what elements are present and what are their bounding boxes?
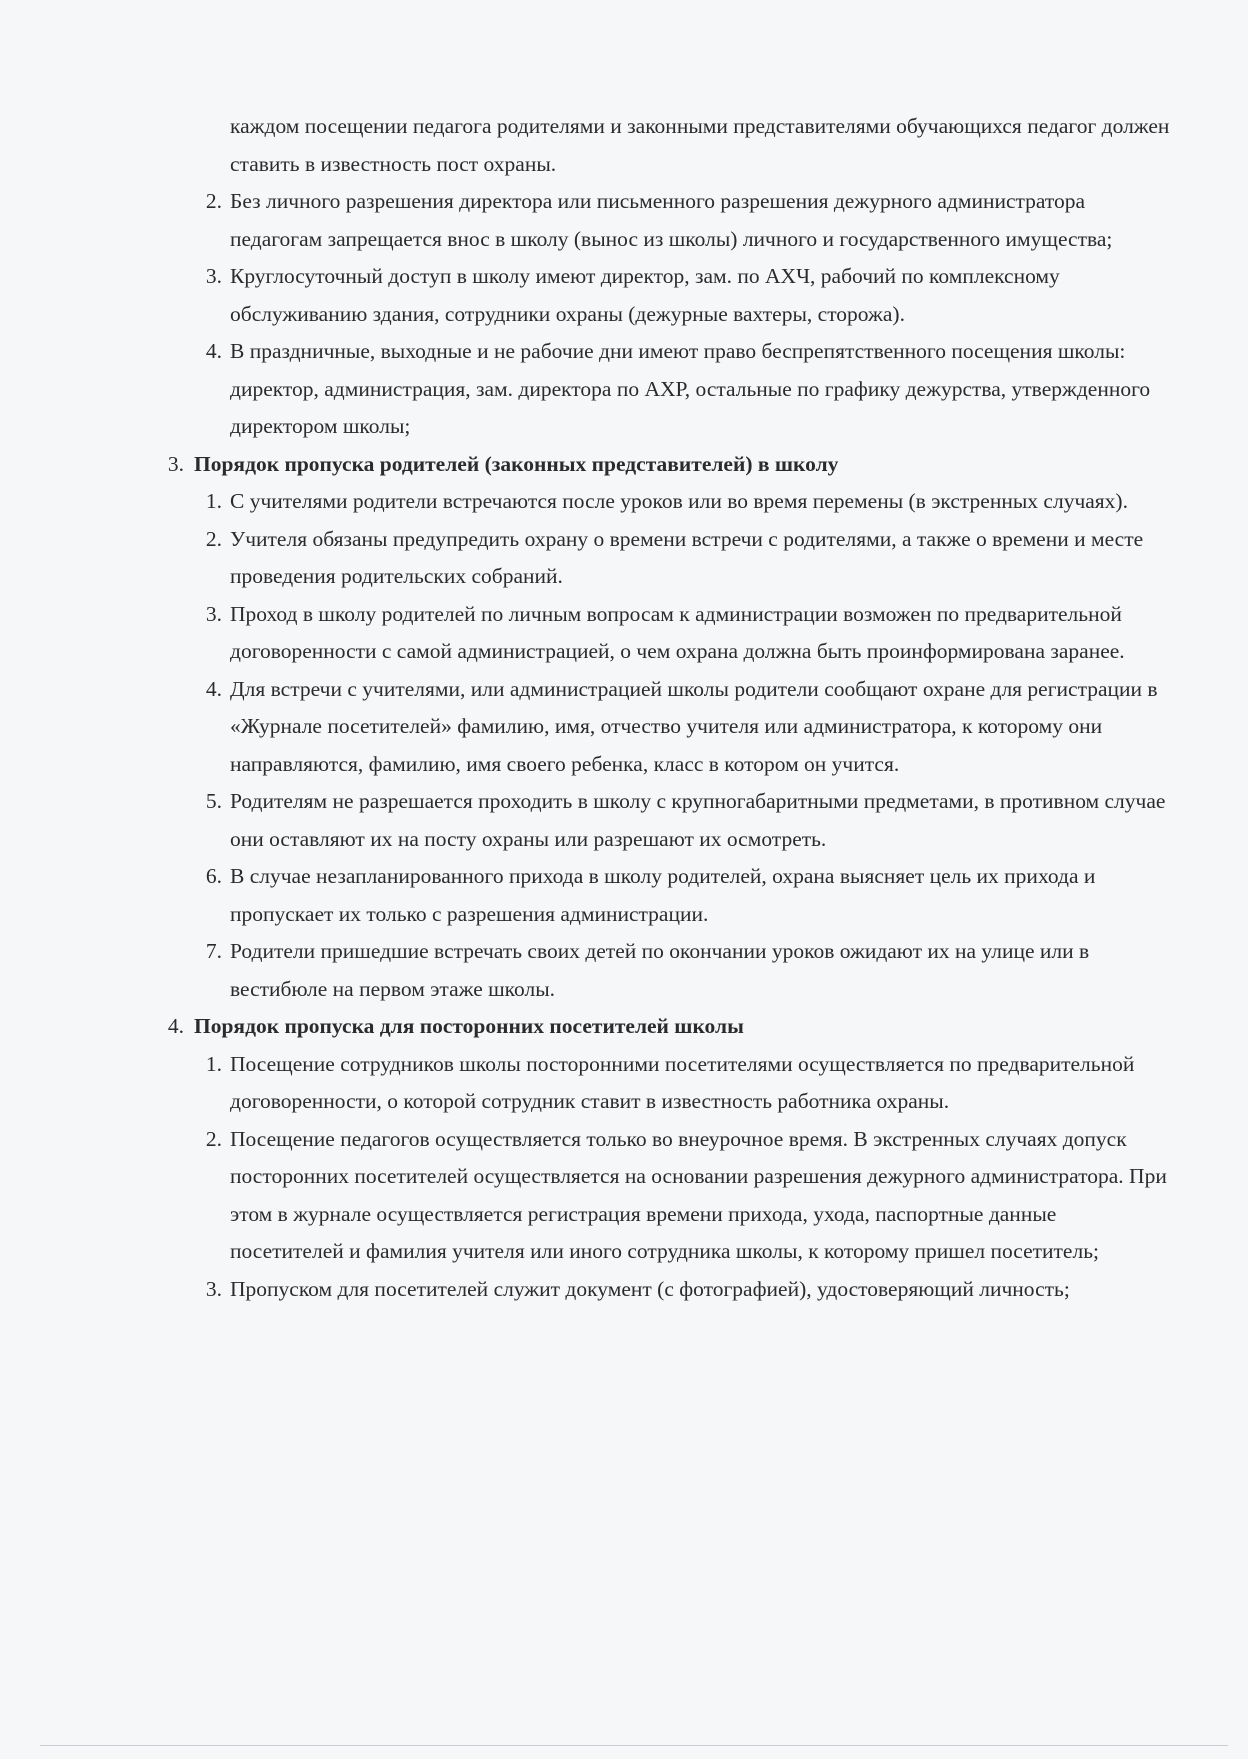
list-item — [205, 258, 1175, 333]
list-number: 4. — [205, 676, 222, 701]
list-item — [205, 1046, 1175, 1121]
list-text: С учителями родители встречаются после уроков или во время перемены (в экстренных случаях). — [230, 489, 1128, 513]
list-item — [205, 596, 1175, 671]
list-item — [205, 521, 1175, 596]
list-number: 3. — [205, 264, 222, 288]
list-number: 3. — [205, 601, 222, 626]
section-number: 3. — [167, 451, 184, 476]
intro-paragraph: каждом посещении педагога родителями и законными представителями обучающихся педагог должен ставить в известность пост охраны. — [230, 114, 1170, 176]
list-text: Посещение педагогов осуществляется только во внеурочное время. В экстренных случаях допуск посторонних посетителей осуществляется на основании разрешения дежурного администратора. При этом в журнале осуществляется регистрация времени прихода, ухода, паспортные данные посетителей и фамилия учителя или иного сотрудника школы, к которому пришел посетитель; — [230, 1126, 1167, 1263]
list-item — [205, 183, 1175, 258]
list-text: Пропуском для посетителей служит документ (с фотографией), удостоверяющий личность; — [230, 1276, 1070, 1301]
list-text: Без личного разрешения директора или письменного разрешения дежурного администратора педагогам запрещается внос в школу (вынос из школы) личного и государственного имущества; — [230, 189, 1113, 251]
list-number: 6. — [205, 864, 222, 888]
section-heading-4 — [167, 1008, 1174, 1046]
document-body — [0, 108, 1248, 1308]
list-text: Посещение сотрудников школы посторонними посетителями осуществляется по предварительной договоренности, о которой сотрудник ставит в известность работника охраны. — [230, 1051, 1135, 1113]
list-number: 7. — [205, 939, 222, 963]
section-number: 4. — [167, 1014, 184, 1038]
list-text: Родителям не разрешается проходить в школу с крупногабаритными предметами, в противном случае они оставляют их на посту охраны или разрешают их осмотреть. — [230, 789, 1166, 851]
list-item — [205, 783, 1175, 858]
section-heading-3 — [167, 446, 1174, 484]
list-text: Круглосуточный доступ в школу имеют директор, зам. по АХЧ, рабочий по комплексному обслуживанию здания, сотрудники охраны (дежурные вахтеры, сторожа). — [230, 264, 1060, 326]
section-title: Порядок пропуска для посторонних посетителей школы — [194, 1014, 744, 1038]
page-bottom-edge — [40, 1745, 1228, 1746]
list-item — [205, 933, 1175, 1008]
section-title: Порядок пропуска родителей (законных представителей) в школу — [194, 451, 839, 476]
list-item — [205, 858, 1175, 933]
list-item — [205, 483, 1175, 521]
list-number: 4. — [205, 339, 222, 363]
list-text: В случае незапланированного прихода в школу родителей, охрана выясняет цель их прихода и пропускает их только с разрешения администрации. — [230, 864, 1096, 926]
list-text: В праздничные, выходные и не рабочие дни имеют право беспрепятственного посещения школы: директор, администрация, зам. директора по АХР, остальные по графику дежурства, утвержденного директором школы; — [230, 339, 1151, 438]
list-item — [205, 1271, 1175, 1309]
list-item — [205, 333, 1175, 446]
list-text: Учителя обязаны предупредить охрану о времени встречи с родителями, а также о времени и месте проведения родительских собраний. — [230, 526, 1144, 588]
list-number: 1. — [205, 489, 222, 513]
list-text: Для встречи с учителями, или администрацией школы родители сообщают охране для регистрации в «Журнале посетителей» фамилию, имя, отчество учителя или администратора, к которому они направляются, фамилию, имя своего ребенка, класс в котором он учится. — [230, 676, 1158, 776]
list-text: Проход в школу родителей по личным вопросам к администрации возможен по предварительной договоренности с самой администрацией, о чем охрана должна быть проинформирована заранее. — [230, 601, 1125, 663]
list-item — [205, 671, 1175, 784]
list-number: 3. — [205, 1276, 222, 1301]
list-item — [205, 1121, 1175, 1271]
list-number: 2. — [205, 1126, 222, 1151]
list-number: 5. — [205, 789, 222, 813]
list-text: Родители пришедшие встречать своих детей по окончании уроков ожидают их на улице или в вестибюле на первом этаже школы. — [230, 939, 1090, 1001]
list-number: 2. — [205, 526, 222, 551]
list-number: 1. — [205, 1051, 222, 1076]
list-number: 2. — [205, 189, 222, 213]
